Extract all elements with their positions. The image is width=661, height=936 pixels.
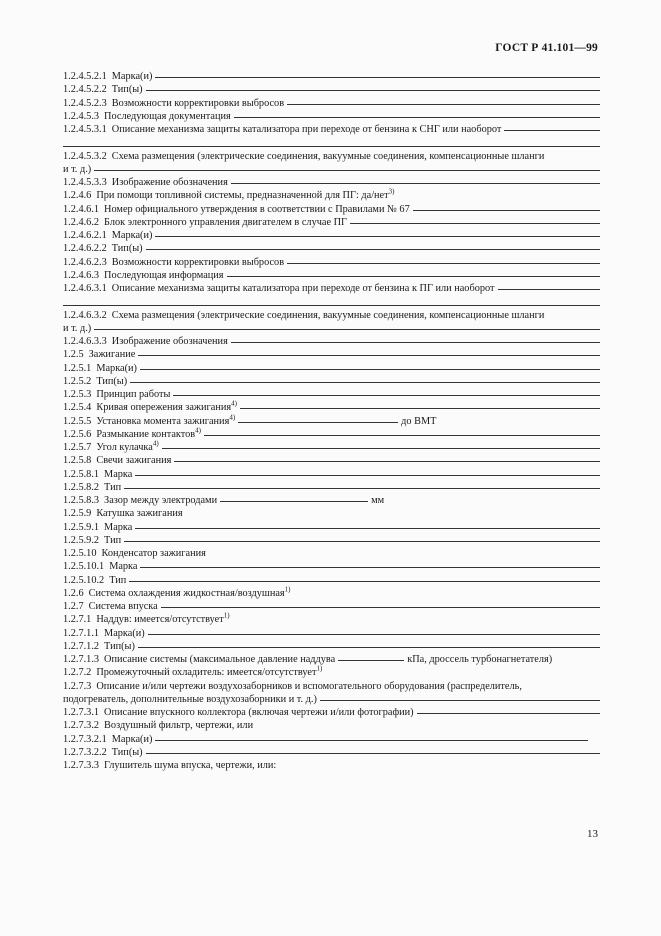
clause-number: 1.2.7.3 (63, 680, 92, 692)
form-line (63, 454, 600, 467)
clause-number: 1.2.5.8.3 (63, 495, 100, 506)
clause-label: Описание механизма защиты катализатора при переходе от бензина к СНГ или наоборот (111, 124, 502, 135)
form-line-text (63, 560, 137, 573)
fill-in-line[interactable] (129, 581, 600, 582)
fill-in-line[interactable] (155, 740, 588, 741)
form-line (63, 97, 600, 110)
form-line (63, 401, 600, 414)
fill-in-line[interactable] (94, 329, 600, 330)
form-line-text (63, 322, 91, 335)
clause-label: Принцип работы (96, 389, 171, 400)
clause-number: 1.2.5.8.1 (63, 468, 100, 480)
blank-line (63, 295, 600, 308)
clause-label: Тип(ы) (111, 746, 143, 758)
form-line-text (63, 547, 206, 560)
clause-number: 1.2.7.1.3 (63, 654, 100, 665)
form-line (63, 322, 600, 335)
form-line (63, 348, 600, 361)
clause-number: 1.2.4.5.3.3 (63, 177, 107, 188)
clause-label: Катушка зажигания (96, 508, 183, 520)
form-line (63, 203, 600, 216)
clause-number: 1.2.5.8 (63, 455, 92, 467)
form-line (63, 560, 600, 573)
clause-number: 1.2.5.10.1 (63, 561, 105, 573)
form-line-text (63, 282, 495, 295)
fill-in-line[interactable] (320, 700, 600, 701)
form-line-text (63, 97, 284, 110)
clause-number: 1.2.5.9 (63, 508, 92, 520)
clause-label: Система впуска (88, 601, 158, 612)
form-line-text (63, 468, 132, 481)
clause-number: 1.2.5.5 (63, 415, 92, 427)
clause-label: Марка(и) (96, 362, 137, 374)
fill-in-line[interactable] (498, 289, 600, 290)
form-line-text (63, 759, 276, 772)
form-line (63, 415, 600, 428)
form-line (63, 256, 600, 269)
clause-number: 1.2.4.5.2.1 (63, 71, 107, 82)
clause-label: Тип(ы) (96, 375, 128, 387)
form-line-text (63, 746, 143, 759)
fill-in-line[interactable] (338, 660, 404, 661)
form-line-text (63, 163, 91, 176)
form-line (63, 176, 600, 189)
fill-in-line[interactable] (146, 90, 600, 91)
footnote-ref: 3) (388, 187, 395, 196)
form-line (63, 216, 600, 229)
form-line (63, 282, 600, 295)
fill-in-line[interactable] (138, 355, 600, 356)
clause-label: Тип(ы) (111, 84, 143, 96)
clause-number: 1.2.7 (63, 601, 84, 612)
clause-number: 1.2.5.6 (63, 428, 92, 440)
form-line-text (63, 653, 335, 666)
form-line-text (63, 388, 170, 401)
clause-number: 1.2.4.6.2.1 (63, 230, 107, 241)
fill-in-line[interactable] (148, 634, 600, 635)
form-line-text (63, 627, 145, 640)
form-line-text (63, 150, 544, 163)
form-line (63, 375, 600, 388)
form-line (63, 534, 600, 547)
form-content (63, 70, 600, 772)
clause-number: 1.2.4.5.3.1 (63, 124, 107, 135)
form-line-text (63, 719, 253, 732)
form-line (63, 481, 600, 494)
fill-in-line[interactable] (350, 223, 600, 224)
clause-label: Наддув: имеется/отсутствует (96, 614, 224, 626)
form-line-text (63, 706, 414, 719)
clause-number: 1.2.4.6.3.1 (63, 283, 107, 294)
fill-in-line[interactable] (174, 461, 600, 462)
clause-label: и т. д.) (63, 322, 92, 334)
clause-label: Марка(и) (111, 733, 153, 745)
form-line-text (63, 309, 544, 322)
clause-label: Схема размещения (электрические соединения, вакуумные соединения, компенсационные шланги (111, 309, 545, 321)
clause-label: Размыкание контактов (96, 428, 196, 440)
fill-in-line[interactable] (135, 475, 600, 476)
clause-label: и т. д.) (63, 163, 92, 175)
blank-line (63, 136, 600, 149)
clause-number: 1.2.7.3.2.2 (63, 746, 107, 758)
form-line-text (63, 507, 183, 520)
clause-label: Установка момента зажигания (96, 415, 230, 427)
clause-number: 1.2.5.3 (63, 389, 92, 400)
fill-in-line[interactable] (417, 713, 600, 714)
form-line-text (63, 481, 121, 494)
form-line-text (63, 362, 137, 375)
clause-number: 1.2.4.6.2 (63, 216, 100, 228)
footnote-ref: 4) (195, 426, 201, 435)
clause-number: 1.2.6 (63, 587, 84, 599)
form-line-text (63, 269, 224, 282)
clause-label: Блок электронного управления двигателем в случае ПГ (104, 216, 348, 228)
form-line-text (63, 216, 347, 229)
form-line-text (63, 574, 126, 587)
unit-suffix: до ВМТ (401, 415, 437, 427)
clause-number: 1.2.5.1 (63, 362, 92, 374)
unit-suffix: кПа, дроссель турбонагнетателя) (407, 654, 553, 665)
clause-number: 1.2.4.6.1 (63, 203, 100, 215)
fill-in-line[interactable] (63, 305, 600, 306)
form-line (63, 428, 600, 441)
fill-in-line[interactable] (287, 263, 600, 264)
form-line-text (63, 375, 127, 388)
footnote-ref: 1) (223, 611, 230, 620)
form-line (63, 693, 600, 706)
clause-number: 1.2.5.8.2 (63, 481, 100, 493)
fill-in-line[interactable] (140, 369, 600, 370)
form-line-text (63, 600, 158, 613)
fill-in-line[interactable] (130, 382, 600, 383)
clause-label: При помощи топливной системы, предназначенной для ПГ: да/нет (96, 190, 389, 202)
fill-in-line[interactable] (155, 77, 600, 78)
footnote-ref: 1) (284, 585, 291, 594)
form-line (63, 110, 600, 123)
form-line-text (63, 454, 171, 467)
form-line (63, 587, 600, 600)
fill-in-line[interactable] (234, 117, 600, 118)
fill-in-line[interactable] (94, 170, 600, 171)
form-line-text (63, 415, 235, 428)
clause-number: 1.2.7.3.2 (63, 720, 100, 732)
clause-label: Марка (104, 468, 133, 480)
clause-label: Воздушный фильтр, чертежи, или (104, 720, 254, 732)
clause-number: 1.2.5.9.2 (63, 534, 100, 546)
form-line-text (63, 441, 159, 454)
fill-in-line[interactable] (140, 567, 600, 568)
clause-number: 1.2.7.1 (63, 614, 92, 626)
form-line (63, 309, 600, 322)
form-line-text (63, 229, 152, 242)
form-line-text (63, 693, 317, 706)
form-line (63, 189, 600, 202)
fill-in-line[interactable] (231, 342, 600, 343)
clause-label: Промежуточный охладитель: имеется/отсутствует (96, 667, 317, 679)
form-line (63, 242, 600, 255)
form-line (63, 627, 600, 640)
clause-number: 1.2.7.3.2.1 (63, 733, 107, 745)
form-line-text (63, 110, 231, 123)
clause-label: Описание и/или чертежи воздухозаборников и вспомогательного оборудования (распределитель, (96, 680, 522, 692)
clause-label: Описание системы (максимальное давление наддува (104, 654, 336, 665)
fill-in-line[interactable] (161, 607, 600, 608)
clause-label: Схема размещения (электрические соединения, вакуумные соединения, компенсационные шланги (111, 150, 545, 162)
fill-in-line[interactable] (173, 395, 600, 396)
form-line-text (63, 401, 237, 414)
clause-number: 1.2.4.6.3.3 (63, 336, 107, 347)
clause-number: 1.2.4.6.2.3 (63, 256, 107, 268)
document-code: ГОСТ Р 41.101—99 (495, 42, 598, 54)
footnote-ref: 1) (316, 664, 323, 673)
form-line (63, 335, 600, 348)
unit-suffix: мм (371, 495, 385, 506)
form-line-text (63, 666, 322, 679)
clause-number: 1.2.5.10 (63, 548, 97, 559)
clause-label: Последующая документация (104, 110, 231, 122)
fill-in-line[interactable] (227, 276, 600, 277)
form-line-text (63, 587, 291, 600)
fill-in-line[interactable] (287, 104, 600, 105)
clause-label: Система охлаждения жидкостная/воздушная (88, 587, 285, 599)
form-line (63, 468, 600, 481)
clause-label: Глушитель шума впуска, чертежи, или: (104, 760, 277, 771)
fill-in-line[interactable] (155, 236, 600, 237)
form-line (63, 494, 600, 507)
fill-in-line[interactable] (220, 501, 368, 502)
clause-number: 1.2.4.5.2.2 (63, 84, 107, 96)
fill-in-line[interactable] (146, 249, 600, 250)
form-line (63, 547, 600, 560)
fill-in-line[interactable] (124, 541, 600, 542)
form-line (63, 150, 600, 163)
form-line (63, 362, 600, 375)
form-line (63, 640, 600, 653)
form-line-text (63, 494, 217, 507)
clause-label: Последующая информация (104, 269, 224, 281)
clause-number: 1.2.5.2 (63, 375, 92, 387)
fill-in-line[interactable] (204, 435, 600, 436)
form-line-text (63, 640, 135, 653)
form-line (63, 229, 600, 242)
clause-number: 1.2.4.6 (63, 190, 92, 202)
clause-label: Марка(и) (111, 230, 153, 241)
clause-label: подогреватель, дополнительные воздухозаборники и т. д.) (63, 693, 317, 705)
form-line (63, 680, 600, 693)
form-line (63, 163, 600, 176)
form-line (63, 666, 600, 679)
fill-in-line[interactable] (135, 528, 600, 529)
clause-label: Тип (109, 574, 127, 586)
form-line-text (63, 123, 501, 136)
page-number: 13 (587, 828, 598, 840)
clause-label: Тип(ы) (104, 640, 135, 652)
form-line-text (63, 83, 143, 96)
form-line (63, 759, 600, 772)
clause-label: Тип (104, 481, 122, 493)
form-line (63, 507, 600, 520)
clause-label: Возможности корректировки выбросов (111, 256, 285, 268)
clause-number: 1.2.5.7 (63, 442, 92, 453)
clause-label: Свечи зажигания (96, 455, 172, 467)
clause-label: Зажигание (88, 349, 136, 361)
clause-label: Угол кулачка (96, 442, 153, 453)
fill-in-line[interactable] (504, 130, 600, 131)
form-line-text (63, 256, 284, 269)
clause-label: Зазор между электродами (104, 495, 218, 506)
fill-in-line[interactable] (231, 183, 600, 184)
form-line (63, 83, 600, 96)
clause-number: 1.2.7.1.2 (63, 640, 100, 652)
clause-label: Изображение обозначения (111, 336, 228, 347)
form-line (63, 123, 600, 136)
fill-in-line[interactable] (124, 488, 600, 489)
clause-number: 1.2.7.2 (63, 667, 92, 679)
clause-number: 1.2.5 (63, 349, 84, 361)
clause-label: Марка (109, 561, 138, 573)
clause-label: Марка(и) (111, 71, 153, 82)
clause-label: Описание впускного коллектора (включая чертежи и/или фотографии) (104, 707, 414, 718)
footnote-ref: 4) (229, 413, 236, 422)
form-line-text (63, 733, 152, 746)
form-line-text (63, 428, 201, 441)
footnote-ref: 4) (231, 399, 237, 408)
fill-in-line[interactable] (63, 146, 600, 147)
footnote-ref: 4) (152, 439, 159, 448)
clause-number: 1.2.7.3.3 (63, 760, 100, 771)
form-line-text (63, 70, 152, 83)
form-line (63, 653, 600, 666)
clause-label: Изображение обозначения (111, 177, 228, 188)
form-line (63, 521, 600, 534)
form-line-text (63, 335, 228, 348)
clause-label: Конденсатор зажигания (101, 548, 206, 559)
form-line-text (63, 348, 135, 361)
form-line (63, 719, 600, 732)
clause-number: 1.2.4.5.3.2 (63, 150, 107, 162)
form-line (63, 746, 600, 759)
clause-label: Тип(ы) (111, 243, 143, 255)
form-line-text (63, 203, 410, 216)
form-line-text (63, 681, 522, 692)
form-line (63, 441, 600, 454)
form-line-text (63, 189, 394, 202)
form-line-text (63, 521, 132, 534)
clause-label: Тип (104, 534, 122, 546)
form-line (63, 388, 600, 401)
form-line (63, 600, 600, 613)
fill-in-line[interactable] (162, 448, 600, 449)
form-line (63, 574, 600, 587)
clause-number: 1.2.4.6.3.2 (63, 309, 107, 321)
fill-in-line[interactable] (146, 753, 600, 754)
fill-in-line[interactable] (138, 647, 600, 648)
clause-number: 1.2.7.1.1 (63, 627, 100, 639)
form-line (63, 706, 600, 719)
clause-label: Возможности корректировки выбросов (111, 97, 285, 109)
clause-number: 1.2.4.5.3 (63, 110, 100, 122)
clause-label: Марка(и) (104, 627, 145, 639)
clause-number: 1.2.5.9.1 (63, 521, 100, 533)
clause-number: 1.2.4.6.3 (63, 269, 100, 281)
form-line-text (63, 613, 230, 626)
clause-number: 1.2.5.10.2 (63, 574, 105, 586)
clause-label: Описание механизма защиты катализатора при переходе от бензина к ПГ или наоборот (111, 283, 495, 294)
clause-number: 1.2.7.3.1 (63, 707, 100, 718)
clause-number: 1.2.4.5.2.3 (63, 97, 107, 109)
form-line-text (63, 534, 121, 547)
clause-label: Номер официального утверждения в соответствии с Правилами № 67 (104, 203, 410, 215)
fill-in-line[interactable] (240, 408, 600, 409)
form-line (63, 733, 600, 746)
form-line (63, 269, 600, 282)
form-line-text (63, 242, 143, 255)
form-line (63, 613, 600, 626)
clause-number: 1.2.4.6.2.2 (63, 243, 107, 255)
clause-number: 1.2.5.4 (63, 402, 92, 414)
form-line-text (63, 176, 228, 189)
form-line (63, 70, 600, 83)
fill-in-line[interactable] (413, 210, 600, 211)
fill-in-line[interactable] (238, 422, 398, 423)
clause-label: Марка (104, 521, 133, 533)
clause-label: Кривая опережения зажигания (96, 402, 232, 414)
